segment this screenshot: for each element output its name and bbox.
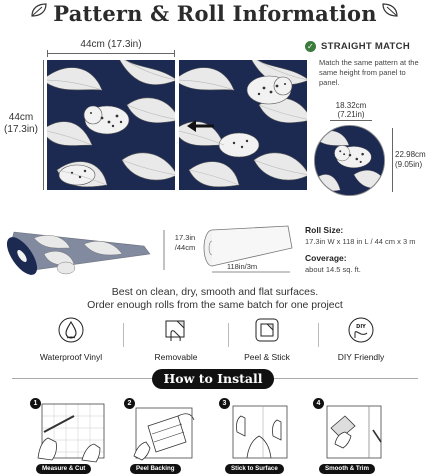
roll-width-label: 17.3in /44cm <box>174 233 196 252</box>
coverage-value: about 14.5 sq. ft. <box>305 265 361 274</box>
leopard-detail-image <box>315 126 384 195</box>
repeat-width-label: 18.32cm (7.21in) <box>335 101 367 119</box>
install-step-2 <box>124 398 202 474</box>
roll-size-label: Roll Size: <box>305 225 344 235</box>
feature-peel-stick <box>224 317 310 362</box>
straight-match-heading: STRAIGHT MATCH <box>321 41 410 52</box>
peel-hand-icon <box>163 317 189 343</box>
feature-label: Peel & Stick <box>244 352 290 362</box>
peel-backing-illustration <box>128 402 200 470</box>
step-number: 3 <box>219 398 230 409</box>
svg-text:DIY: DIY <box>356 324 366 330</box>
repeat-width-dimension <box>327 101 375 121</box>
step-caption: Measure & Cut <box>36 464 91 474</box>
panel-height-label: 44cm (17.3in) <box>4 112 38 135</box>
install-step-1 <box>30 398 108 474</box>
surface-note: Best on clean, dry, smooth and flat surfaces. Order enough rolls from the same batch for one project <box>87 286 343 311</box>
page-title: Pattern & Roll Information <box>53 1 377 26</box>
panel-width-dimension <box>47 39 175 55</box>
panel-width-label: 44cm (17.3in) <box>80 39 142 50</box>
feature-label: Removable <box>154 352 198 362</box>
coverage-label: Coverage: <box>305 253 347 263</box>
dimension-line <box>47 53 175 54</box>
pattern-repeat-circle <box>314 125 385 196</box>
feature-diy <box>318 317 404 362</box>
dimension-line <box>330 120 372 121</box>
stick-surface-illustration <box>223 402 295 470</box>
pattern-panel-left <box>47 60 175 190</box>
roll-length-label: 118in/3m <box>226 262 258 271</box>
feature-label: DIY Friendly <box>337 352 385 362</box>
feature-label: Waterproof Vinyl <box>39 352 103 362</box>
step-number: 4 <box>313 398 324 409</box>
check-icon: ✓ <box>306 42 314 51</box>
step-number: 2 <box>124 398 135 409</box>
roll-size-value: 17.3in W x 118 in L / 44 cm x 3 m <box>305 237 416 246</box>
install-heading: How to Install <box>152 369 274 389</box>
repeat-height-label: 22.98cm (9.05in) <box>395 150 426 169</box>
water-drop-icon <box>58 317 84 343</box>
arrow-left-icon <box>186 119 216 133</box>
diy-hand-icon <box>348 317 374 343</box>
jungle-leopard-pattern <box>47 60 175 190</box>
step-number: 1 <box>30 398 41 409</box>
dimension-line <box>392 128 393 192</box>
feature-list <box>28 317 408 362</box>
feature-removable <box>133 317 219 362</box>
measure-cut-illustration <box>34 402 106 470</box>
divider <box>123 323 124 347</box>
feature-waterproof <box>28 317 114 362</box>
wallpaper-roll-image <box>4 224 152 280</box>
install-step-3 <box>219 398 297 474</box>
straight-match-info <box>305 41 425 88</box>
straight-match-description: Match the same pattern at the same height from panel to panel. <box>319 58 419 87</box>
leaf-icon <box>381 2 399 18</box>
smooth-trim-illustration <box>317 402 389 470</box>
install-step-4 <box>313 398 391 474</box>
peel-sticker-icon <box>254 317 280 343</box>
roll-info <box>305 225 430 281</box>
step-caption: Peel Backing <box>130 464 181 474</box>
step-caption: Stick to Surface <box>225 464 284 474</box>
step-caption: Smooth & Trim <box>319 464 375 474</box>
dimension-line <box>43 60 44 190</box>
